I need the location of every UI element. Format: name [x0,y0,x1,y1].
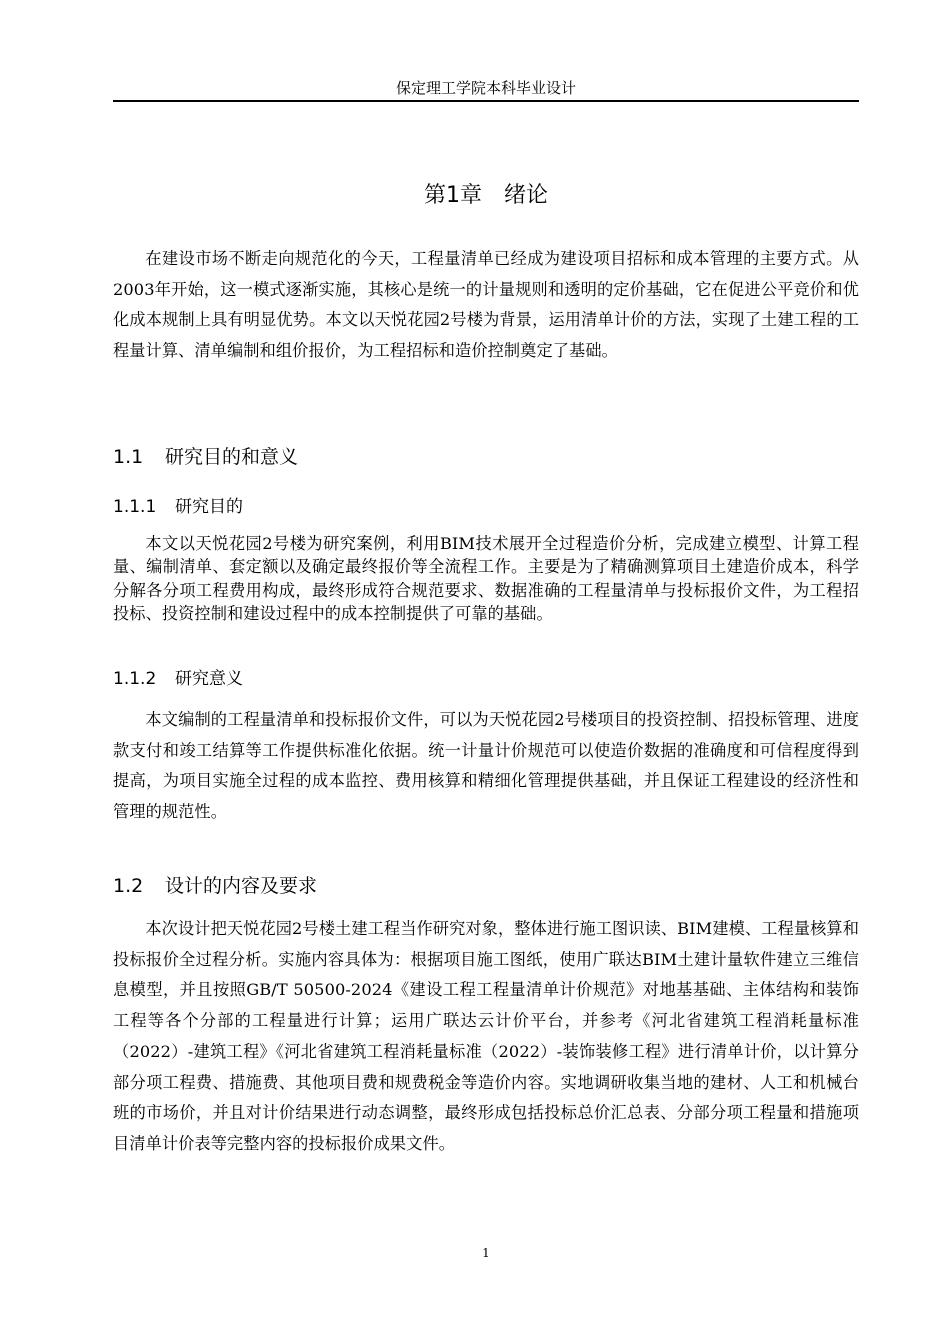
section-title: 研究目的和意义 [165,446,299,468]
chapter-title [113,181,859,211]
chapter-number: 第1章 [423,183,482,208]
section-number: 1.2 [113,875,144,897]
section-title: 研究目的 [175,497,243,517]
header-title: 保定理工学院本科毕业设计 [395,79,576,97]
header-rule [113,100,859,102]
section-number: 1.1 [113,446,144,468]
intro-paragraph: 在建设市场不断走向规范化的今天，工程量清单已经成为建设项目招标和成本管理的主要方式。从2003年开始，这一模式逐渐实施，其核心是统一的计量规则和透明的定价基础，它在促进公平竞价和优化成本规制上具有明显优势。本文以天悦花园2号楼为背景，运用清单计价的方法，实现了土建工程的工程量计算、清单编制和组价报价，为工程招标和造价控制奠定了基础。 [113,249,859,361]
section-number: 1.1.1 [113,497,157,517]
page-header [113,78,859,98]
research-significance-paragraph: 本文编制的工程量清单和投标报价文件，可以为天悦花园2号楼项目的投资控制、招投标管理、进度款支付和竣工结算等工作提供标准化依据。统一计量计价规范可以使造价数据的准确度和可信程度得到提高，为项目实施全过程的成本监控、费用核算和精细化管理提供基础，并且保证工程建设的经济性和管理的规范性。 [113,710,859,822]
section-title: 研究意义 [175,669,243,689]
section-heading-1-2 [113,872,859,900]
section-heading-1-1-1 [113,494,859,520]
section-title: 设计的内容及要求 [165,875,318,897]
section-number: 1.1.2 [113,669,157,689]
chapter-name: 绪论 [503,183,548,208]
research-purpose-paragraph: 本文以天悦花园2号楼为研究案例，利用BIM技术展开全过程造价分析，完成建立模型、计算工程量、编制清单、套定额以及确定最终报价等全流程工作。主要是为了精确测算项目土建造价成本，科学分解各分项工程费用构成，最终形成符合规范要求、数据准确的工程量清单与投标报价文件，为工程招投标、投资控制和建设过程中的成本控制提供了可靠的基础。 [113,534,859,624]
section-heading-1-1 [113,443,859,471]
design-content-paragraph: 本次设计把天悦花园2号楼土建工程当作研究对象，整体进行施工图识读、BIM建模、工程量核算和投标报价全过程分析。实施内容具体为：根据项目施工图纸，使用广联达BIM土建计量软件建立三维信息模型，并且按照GB/T 50500-2024《建设工程工程量清单计价规范》对地基基础、主体结构和装饰工程等各个分部的工程量进行计算；运用广联达云计价平台，并参考《河北省建筑工程消耗量标准（2022）-建筑工程》《河北省建筑工程消耗量标准（2022）-装饰装修工程》进行清单计价，以计算分部分项工程费、措施费、其他项目费和规费税金等造价内容。实地调研收集当地的建材、人工和机械台班的市场价，并且对计价结果进行动态调整，最终形成包括投标总价汇总表、分部分项工程量和措施项目清单计价表等完整内容的投标报价成果文件。 [113,919,859,1153]
section-heading-1-1-2 [113,666,859,692]
page-number: 1 [482,1246,490,1260]
